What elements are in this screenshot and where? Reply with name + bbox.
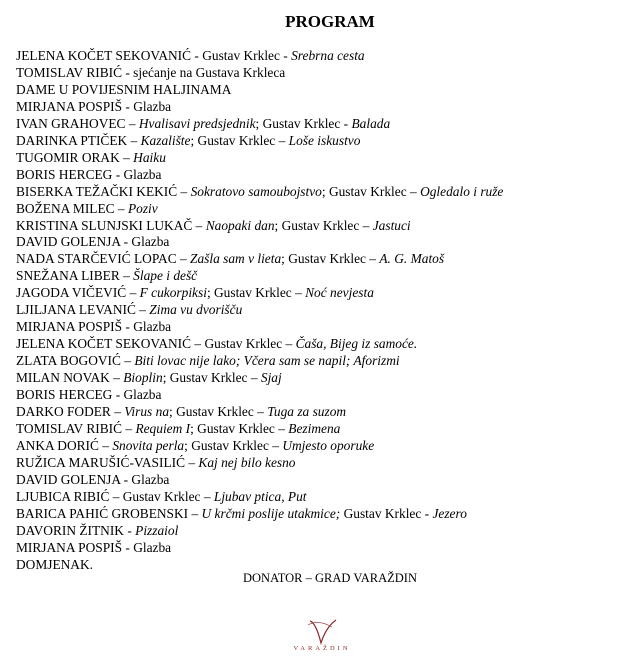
program-item [16, 133, 616, 150]
program-item-title: Umjesto oporuke [282, 437, 375, 453]
program-item-title: Sokratovo samoubojstvo [190, 183, 322, 199]
program-item-text: KRISTINA SLUNJSKI LUKAČ – [16, 217, 206, 233]
program-item-title: Čaša, Bijeg iz samoće. [295, 336, 418, 352]
program-item [16, 218, 616, 235]
program-item-title: Balada [351, 115, 391, 131]
program-item-text: ; Gustav Krklec – [190, 420, 289, 436]
program-item [16, 523, 616, 540]
program-item [16, 421, 616, 438]
program-item-title: Kazalište [140, 132, 191, 148]
program-item-text: DARKO FODER – [16, 404, 125, 420]
program-item-text: ; Gustav Krklec – [321, 183, 421, 199]
program-item-text: ; Gustav Krklec – [206, 285, 306, 301]
program-item-text: TOMISLAV RIBIĆ - sjećanje na Gustava Krkleca [16, 64, 286, 80]
program-item-text: MILAN NOVAK – [16, 370, 124, 386]
program-item [16, 116, 616, 133]
program-item-text: BORIS HERCEG - Glazba [16, 387, 162, 403]
program-item-text: BARICA PAHIĆ GROBENSKI – [16, 505, 202, 521]
program-item-title: Ogledalo i ruže [420, 183, 504, 199]
program-item-title: F cukorpiksi [139, 285, 207, 301]
program-item-text: NADA STARČEVIĆ LOPAC – [16, 251, 191, 267]
program-item-text: ; Gustav Krklec – [184, 437, 283, 453]
program-item [16, 48, 616, 65]
program-item-text: ; Gustav Krklec - [255, 115, 352, 131]
program-item [16, 268, 616, 285]
program-item-title: Srebrna cesta [291, 48, 365, 63]
logo-text: VARAŽDIN [293, 645, 351, 652]
program-item-text: BISERKA TEŽAČKI KEKIĆ – [16, 183, 191, 199]
program-item [16, 455, 616, 472]
program-item-text: LJILJANA LEVANIĆ – [16, 302, 150, 318]
program-item [16, 438, 616, 455]
program-item-text: JAGODA VIČEVIĆ – [16, 285, 140, 301]
program-item [16, 82, 616, 99]
program-item-title: Loše iskustvo [288, 132, 361, 148]
donator-line: DONATOR – GRAD VARAŽDIN [243, 571, 417, 585]
program-item-title: Bioplin [123, 370, 163, 386]
program-item-title: Jezero [432, 505, 467, 521]
program-item [16, 336, 616, 353]
program-item-title: Pizzaiol [135, 522, 179, 538]
program-item [16, 370, 616, 387]
program-item-title: Virus na [124, 404, 170, 420]
program-item [16, 184, 616, 201]
program-item-title: Snovita perla [112, 437, 185, 453]
program-list [16, 48, 616, 574]
program-item-title: Ljubav ptica, Put [213, 488, 307, 504]
program-item-text: ZLATA BOGOVIĆ – [16, 353, 135, 369]
program-item [16, 99, 616, 116]
program-item [16, 150, 616, 167]
program-item-text: DARINKA PTIČEK – [16, 132, 141, 148]
program-item-title: Biti lovac nije lako; Včera sam se napil; Aforizmi [134, 353, 400, 369]
program-item-title: Jastuci [372, 217, 411, 233]
program-item-text: RUŽICA MARUŠIĆ-VASILIĆ – [16, 454, 199, 470]
program-item-text: IVAN GRAHOVEC – [16, 115, 139, 131]
program-item-title: Hvalisavi predsjednik [138, 115, 256, 131]
program-item [16, 319, 616, 336]
program-item [16, 540, 616, 557]
program-item-text: ; Gustav Krklec – [190, 132, 289, 148]
program-item-title: Haiku [133, 149, 166, 165]
program-item-title: Šlape i dešč [133, 268, 198, 284]
program-item [16, 353, 616, 370]
program-item-text: Gustav Krklec - [340, 505, 433, 521]
program-item-text: DAME U POVIJESNIM HALJINAMA [16, 81, 232, 97]
program-item-text: BOŽENA MILEC – [16, 200, 128, 216]
program-item [16, 167, 616, 184]
program-item-title: U krčmi poslije utakmice; [201, 505, 341, 521]
program-item-text: JELENA KOČET SEKOVANIĆ – Gustav Krklec – [16, 336, 296, 352]
program-item [16, 404, 616, 421]
program-item-text: DAVORIN ŽITNIK - [16, 522, 136, 538]
program-item [16, 251, 616, 268]
program-item-text: ANKA DORIĆ – [16, 437, 113, 453]
program-item-title: Bezimena [288, 420, 341, 436]
program-item-text: MIRJANA POSPIŠ - Glazba [16, 98, 172, 114]
program-item [16, 65, 616, 82]
program-item-text: DAVID GOLENJA - Glazba [16, 471, 170, 487]
program-item-title: Kaj nej bilo kesno [198, 454, 296, 470]
program-item-text: JELENA KOČET SEKOVANIĆ - Gustav Krklec - [16, 48, 292, 63]
program-item-text: LJUBICA RIBIĆ – Gustav Krklec – [16, 488, 214, 504]
program-item-text: ; Gustav Krklec – [169, 404, 268, 420]
program-item-text: MIRJANA POSPIŠ - Glazba [16, 319, 172, 335]
program-item-text: TUGOMIR ORAK – [16, 149, 134, 165]
program-item [16, 489, 616, 506]
program-item-text: SNEŽANA LIBER – [16, 268, 134, 284]
program-item-title: Requiem I [135, 420, 191, 436]
program-item-text: BORIS HERCEG - Glazba [16, 166, 162, 182]
program-item-text: ; Gustav Krklec – [274, 217, 373, 233]
program-item [16, 285, 616, 302]
program-item-title: Tuga za suzom [267, 404, 347, 420]
program-item-text: ; Gustav Krklec – [162, 370, 261, 386]
program-item [16, 387, 616, 404]
program-item-title: A. G. Matoš [379, 251, 445, 267]
varazdin-logo [287, 617, 357, 657]
varazdin-logo-icon [302, 617, 342, 647]
program-item-title: Poziv [127, 200, 158, 216]
page-title: PROGRAM [285, 12, 375, 31]
program-item-text: MIRJANA POSPIŠ - Glazba [16, 539, 172, 555]
program-item-text: TOMISLAV RIBIĆ – [16, 420, 136, 436]
program-item-text: ; Gustav Krklec – [281, 251, 380, 267]
program-item-text: DAVID GOLENJA - Glazba [16, 234, 170, 250]
program-item-title: Noć nevjesta [305, 285, 374, 301]
program-item [16, 302, 616, 319]
program-item [16, 472, 616, 489]
program-item-title: Sjaj [260, 370, 282, 386]
program-item [16, 506, 616, 523]
program-item-title: Naopaki dan [205, 217, 275, 233]
program-item-text: DOMJENAK. [16, 556, 93, 572]
program-item-title: Zima vu dvorišču [149, 302, 243, 318]
program-item [16, 234, 616, 251]
program-item-title: Zašla sam v lieta [190, 251, 282, 267]
program-item [16, 201, 616, 218]
